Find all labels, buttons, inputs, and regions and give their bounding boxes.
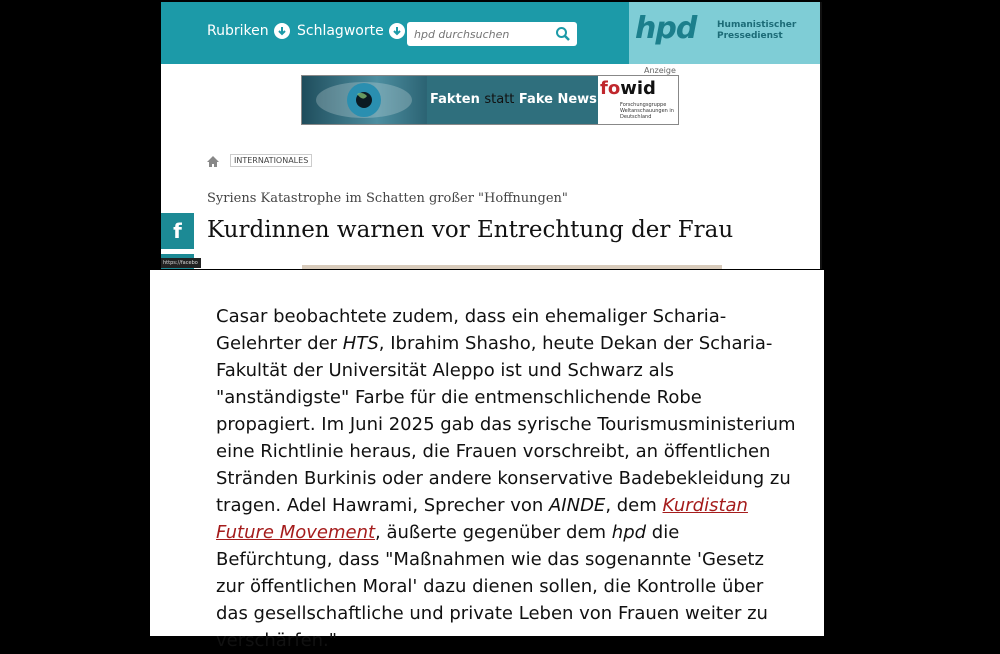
chevron-down-icon <box>274 23 290 39</box>
article-kicker: Syriens Katastrophe im Schatten großer "Hoffnungen" <box>207 191 568 206</box>
fowid-logo-fo: fo <box>600 78 621 99</box>
schlagworte-menu[interactable] <box>297 23 405 39</box>
article-image <box>302 265 722 269</box>
ad-slogan-statt: statt <box>484 92 515 107</box>
home-icon[interactable] <box>206 153 220 172</box>
link-tooltip: https://facebo <box>161 258 201 268</box>
search-box <box>407 22 577 46</box>
rubriken-label: Rubriken <box>207 23 269 39</box>
fowid-logo <box>598 76 678 124</box>
brand-line-2: Pressedienst <box>717 31 783 41</box>
rubriken-menu[interactable] <box>207 23 290 39</box>
brand-logo-text: hpd <box>635 11 697 46</box>
hts-term: HTS <box>342 333 379 354</box>
top-bar <box>161 2 820 64</box>
breadcrumb-category[interactable]: INTERNATIONALES <box>230 154 312 167</box>
schlagworte-label: Schlagworte <box>297 23 384 39</box>
hpd-term: hpd <box>611 522 647 543</box>
ad-banner[interactable] <box>301 75 679 125</box>
brand-subtitle <box>717 20 796 42</box>
fowid-tagline: Forschungsgruppe Weltanschauungen in Deutschland <box>620 102 674 120</box>
ad-slogan <box>430 92 597 107</box>
paragraph-part-3: , dem <box>605 495 663 516</box>
fowid-logo-wid: wid <box>620 78 656 99</box>
ad-slogan-fakten: Fakten <box>430 92 480 107</box>
ad-slogan-fake-news: Fake News <box>518 92 597 107</box>
brand-line-1: Humanistischer <box>717 20 797 30</box>
paragraph-part-1: Casar beobachtete zudem, dass ein ehemaliger Scharia-Gelehrter der <box>216 306 727 354</box>
brand-logo[interactable] <box>629 2 820 64</box>
kurdistan-future-movement-link[interactable]: Kurdistan Future Movement <box>216 495 748 543</box>
panel-border <box>820 2 822 269</box>
facebook-share-button[interactable] <box>161 213 194 249</box>
facebook-icon: f <box>173 219 182 243</box>
paragraph-part-4: , äußerte gegenüber dem <box>375 522 612 543</box>
ad-label: Anzeige <box>644 66 676 75</box>
paragraph-part-5: die Befürchtung, dass "Maßnahmen wie das sogenannte 'Gesetz zur öffentlichen Moral' dazu dienen sollen, die Kontrolle über das gesellschaftliche und private Leben von Frauen weiter zu verschärfen." <box>216 522 768 651</box>
page-title: Kurdinnen warnen vor Entrechtung der Frau <box>207 217 734 243</box>
site-header-panel <box>161 2 822 269</box>
fowid-logo-text <box>600 78 656 99</box>
article-text-panel <box>150 270 824 651</box>
search-input[interactable] <box>412 27 551 42</box>
eye-image <box>302 76 427 124</box>
article-paragraph <box>216 303 796 654</box>
ainde-term: AINDE <box>548 495 606 516</box>
chevron-down-icon <box>389 23 405 39</box>
search-icon[interactable] <box>555 26 571 46</box>
paragraph-part-2: , Ibrahim Shasho, heute Dekan der Scharia-Fakultät der Universität Aleppo ist und Schwarz als "anständigste" Farbe für die entmenschlichende Robe propagiert. Im Juni 2025 gab das syrische Tourismusministerium eine Richtlinie heraus, die Frauen vorschreibt, an öffentlichen Stränden Burkinis oder andere konservative Badebekleidung zu tragen. Adel Hawrami, Sprecher von <box>216 333 796 516</box>
